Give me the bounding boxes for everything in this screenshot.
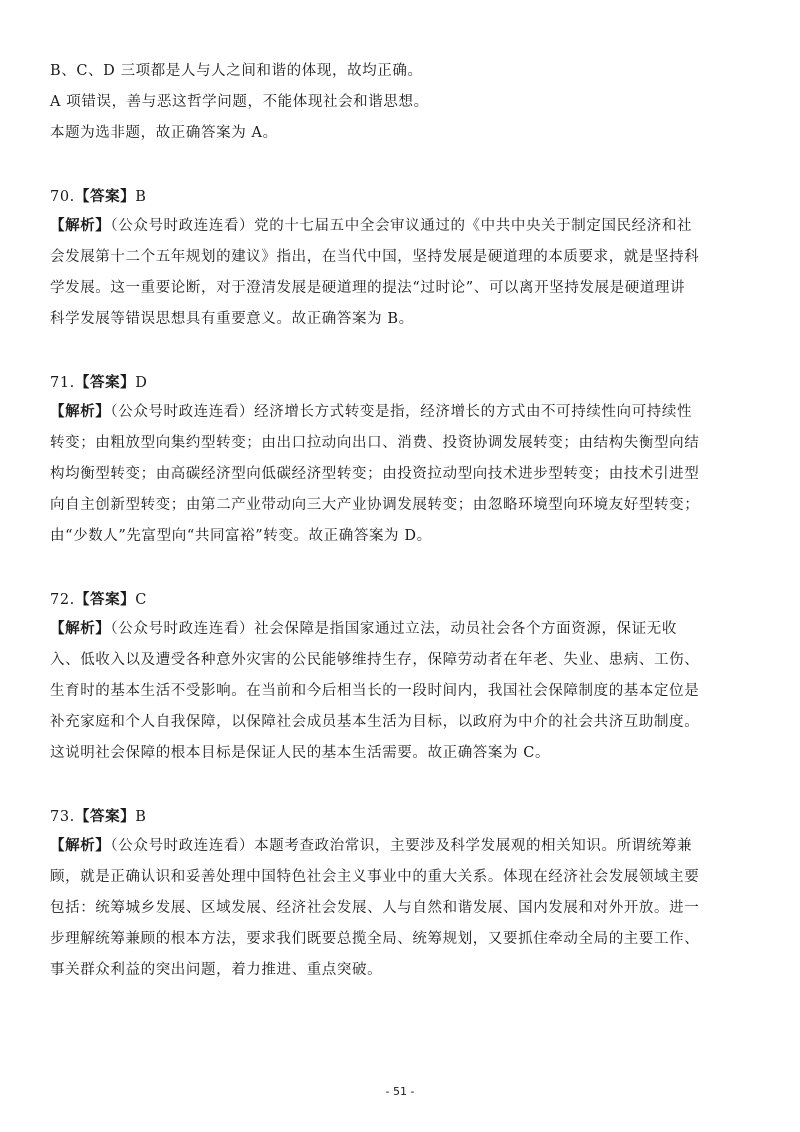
analysis-text: 转变；由粗放型向集约型转变；由出口拉动向出口、消费、投资协调发展转变；由结构失衡型向结 <box>50 435 700 451</box>
analysis-text: 由“少数人”先富型向“共同富裕”转变。故正确答案为 D。 <box>50 528 432 544</box>
analysis-text: （公众号时政连连看）党的十七届五中全会审议通过的《中共中央关于制定国民经济和社 <box>110 218 693 234</box>
analysis-line <box>50 613 755 645</box>
question-73 <box>50 804 755 986</box>
analysis-text: 入、低收入以及遭受各种意外灾害的公民能够维持生存，保障劳动者在年老、失业、患病、工伤、 <box>50 652 700 668</box>
question-72 <box>50 587 755 769</box>
answer-value: B <box>135 809 147 825</box>
page-number: - 51 - <box>385 1085 415 1098</box>
intro-line: B、C、D 三项都是人与人之间和谐的体现，故均正确。 <box>50 63 423 79</box>
question-number: 70. <box>50 189 75 205</box>
analysis-text: 事关群众利益的突出问题，着力推进、重点突破。 <box>50 962 383 978</box>
intro-line: 本题为选非题，故正确答案为 A。 <box>50 125 278 141</box>
analysis-text: 步理解统筹兼顾的根本方法，要求我们既要总揽全局、统筹规划，又要抓住牵动全局的主要工作、 <box>50 931 700 947</box>
analysis-text: 向自主创新型转变；由第二产业带动向三大产业协调发展转变；由忽略环境型向环境友好型转变； <box>50 497 700 513</box>
analysis-label: 【解析】 <box>50 403 111 420</box>
analysis-text: （公众号时政连连看）本题考查政治常识，主要涉及科学发展观的相关知识。所谓统筹兼 <box>110 838 693 854</box>
answer-line <box>50 804 755 830</box>
analysis-label: 【解析】 <box>50 837 111 854</box>
analysis-text: 包括：统筹城乡发展、区域发展、经济社会发展、人与自然和谐发展、国内发展和对外开放。进一 <box>50 900 700 916</box>
analysis-text: 科学发展等错误思想具有重要意义。故正确答案为 B。 <box>50 311 414 327</box>
answer-value: D <box>135 375 148 391</box>
analysis-text: 会发展第十二个五年规划的建议》指出，在当代中国，坚持发展是硬道理的本质要求，就是坚持科 <box>50 249 700 265</box>
analysis-line <box>50 830 755 862</box>
question-71 <box>50 370 755 552</box>
question-70 <box>50 184 755 335</box>
question-number: 71. <box>50 375 75 391</box>
analysis-text: 学发展。这一重要论断，对于澄清发展是硬道理的提法“过时论”、可以离开坚持发展是硬道理讲 <box>50 280 686 296</box>
answer-label: 【答案】 <box>74 808 136 825</box>
question-number: 73. <box>50 809 75 825</box>
analysis-line <box>50 210 755 242</box>
analysis-text: 顾，就是正确认识和妥善处理中国特色社会主义事业中的重大关系。体现在经济社会发展领域主要 <box>50 869 700 885</box>
analysis-text: 补充家庭和个人自我保障，以保障社会成员基本生活为目标，以政府为中介的社会共济互助制度。 <box>50 714 700 730</box>
document-page <box>50 56 755 986</box>
answer-line <box>50 370 755 396</box>
answer-line <box>50 587 755 613</box>
answer-label: 【答案】 <box>74 188 136 205</box>
answer-label: 【答案】 <box>74 591 136 608</box>
analysis-text: （公众号时政连连看）社会保障是指国家通过立法，动员社会各个方面资源，保证无收 <box>110 621 677 637</box>
analysis-line <box>50 396 755 428</box>
answer-label: 【答案】 <box>74 374 136 391</box>
answer-value: B <box>135 189 147 205</box>
analysis-text: 这说明社会保障的根本目标是保证人民的基本生活需要。故正确答案为 C。 <box>50 745 551 761</box>
intro-line: A 项错误，善与恶这哲学问题，不能体现社会和谐思想。 <box>50 94 429 110</box>
analysis-text: 生育时的基本生活不受影响。在当前和今后相当长的一段时间内，我国社会保障制度的基本定位是 <box>50 683 700 699</box>
answer-value: C <box>135 592 147 608</box>
answer-line <box>50 184 755 210</box>
analysis-text: 构均衡型转变；由高碳经济型向低碳经济型转变；由投资拉动型向技术进步型转变；由技术引进型 <box>50 466 700 482</box>
analysis-label: 【解析】 <box>50 217 111 234</box>
analysis-text: （公众号时政连连看）经济增长方式转变是指，经济增长的方式由不可持续性向可持续性 <box>110 404 693 420</box>
analysis-label: 【解析】 <box>50 620 111 637</box>
question-number: 72. <box>50 592 75 608</box>
intro-section <box>50 56 755 149</box>
